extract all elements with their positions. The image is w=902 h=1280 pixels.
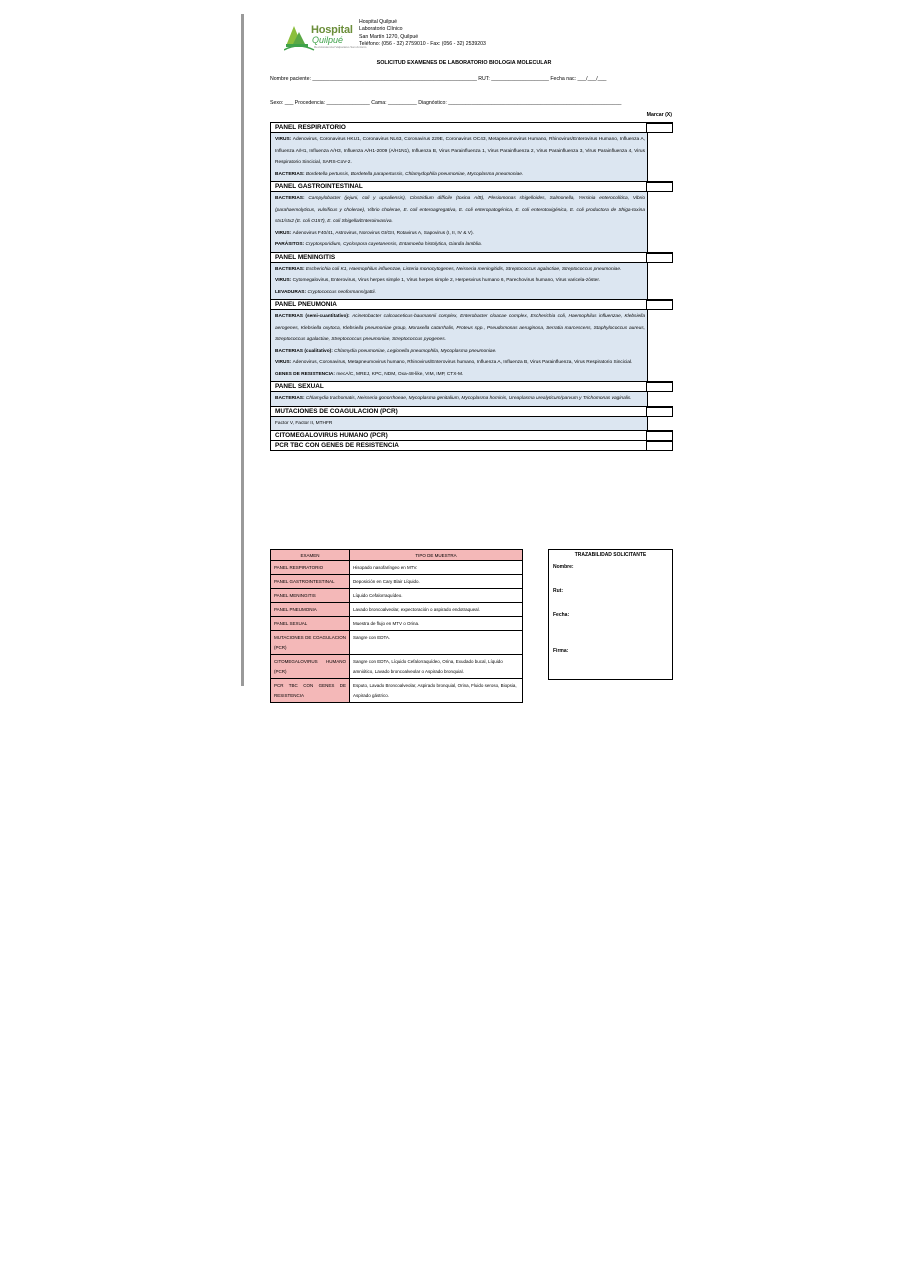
panel-title: MUTACIONES DE COAGULACION (PCR) <box>271 407 647 416</box>
panel-description <box>271 392 648 406</box>
panel-description <box>271 417 648 431</box>
document-page <box>244 14 684 698</box>
exam-name-cell: PCR TBC CON GENES DE RESISTENCIA <box>271 679 350 703</box>
address-line: Laboratorio Clínico <box>359 26 403 33</box>
panel-header-row <box>271 122 673 133</box>
detail-blank-cell <box>648 192 673 252</box>
table-row <box>271 679 523 703</box>
category-label: VIRUS: <box>275 360 293 365</box>
panel-header-row <box>271 300 673 310</box>
panel-detail-row <box>271 310 673 382</box>
organism-list: Cryptococcus neoformans/gattii. <box>307 289 376 295</box>
exam-name-cell: CITOMEGALOVIRUS HUMANO (PCR) <box>271 655 350 679</box>
detail-blank-cell <box>648 310 673 381</box>
panel-header-row <box>271 182 673 192</box>
detail-blank-cell <box>648 417 673 431</box>
panel-description-paragraph <box>275 311 645 346</box>
panel-title: PANEL PNEUMONIA <box>271 300 647 309</box>
panel-title: PCR TBC CON GENES DE RESISTENCIA <box>271 441 647 450</box>
panel-detail-row <box>271 263 673 301</box>
organism-list: Campylobacter (jejuni, coli y upsaliensis), Clostridium difficile (toxina A/B), Plesiomonas shigelloides, Salmonella, Yersinia enterocolítica, Vibrio (parahaemolyticus, vulnificus y cholerae), Vibrio cholerae, E. coli enteroagregativa, E. coli enteropatogénica, E. coli enterotoxigénica, E. coli productora de Shiga-toxina stx1/stx2 (E. coli O157), E. coli Shigella/Enteroinvasiva. <box>275 196 645 224</box>
panel-description-paragraph <box>275 193 645 228</box>
exam-name-cell: PANEL GASTROINTESTINAL <box>271 575 350 589</box>
panel-description-paragraph <box>275 228 645 240</box>
panel-description-paragraph <box>275 418 645 430</box>
sample-type-cell: Sangre con EDTA. <box>350 631 523 655</box>
category-label: VIRUS: <box>275 278 293 283</box>
panel-title: PANEL GASTROINTESTINAL <box>271 182 647 191</box>
panel-detail-row <box>271 392 673 407</box>
table-row <box>271 617 523 631</box>
organism-list: Adenovirus F40/41, Astrovirus, Norovirus GI/GII, Rotavirus A, Sapovirus (I, II, IV & V). <box>292 230 474 236</box>
panel-detail-row <box>271 192 673 253</box>
form-title: SOLICITUD EXAMENES DE LABORATORIO BIOLOGIA MOLECULAR <box>376 60 552 66</box>
address-line: San Martín 1270, Quilpué <box>359 33 419 40</box>
category-label: LEVADURAS: <box>275 289 308 295</box>
panel-title: PANEL SEXUAL <box>271 382 647 391</box>
exam-name-cell: MUTACIONES DE COAGULACION (PCR) <box>271 631 350 655</box>
panel-header-row <box>271 382 673 392</box>
requester-traceability-box <box>548 549 673 680</box>
exam-name-cell: PANEL RESPIRATORIO <box>271 561 350 575</box>
patient-fields-line-1[interactable]: Nombre paciente: _________________________________________________________ RUT: ____________________ Fecha nac: ___/___/___ <box>270 76 607 82</box>
table-row <box>271 575 523 589</box>
organism-list: Chlamydia pneumoniae, Legionella pneumophila, Mycoplasma pneumoniae. <box>334 348 497 354</box>
exam-name-cell: PANEL SEXUAL <box>271 617 350 631</box>
panel-header-row <box>271 407 673 417</box>
table-row <box>271 589 523 603</box>
sample-type-cell: Muestra de flujo en MTV o Orina. <box>350 617 523 631</box>
sample-type-cell: Sangre con EDTA, Líquido Cefalorraquídeo, Orina, Exudado bucal, Líquido amniótico, Lavado broncoalveolar o Aspirado bronquial. <box>350 655 523 679</box>
table-row <box>271 655 523 679</box>
panel-description <box>271 263 648 300</box>
address-line: Hospital Quilpué <box>359 19 398 25</box>
exam-name-cell: PANEL PNEUMONIA <box>271 603 350 617</box>
table-row <box>271 561 523 575</box>
patient-fields-line-2[interactable]: Sexo: ___ Procedencia: _______________ Cama: __________ Diagnóstico: ____________________________________________________________ <box>270 100 622 106</box>
mark-checkbox-cell[interactable] <box>647 253 673 262</box>
mark-checkbox-cell[interactable] <box>647 182 673 191</box>
sample-type-table <box>270 549 523 703</box>
sample-type-cell: Esputo, Lavado Broncoalveolar, Aspirado bronquial, Orina, Fluido seroso, Biopsia, Aspirado gástrico. <box>350 679 523 703</box>
panel-description-paragraph <box>275 287 645 299</box>
logo-tagline: Red Asistencial Valparaíso San Antonio <box>314 45 367 49</box>
organism-list: Chlamydia trachomatis, Neisseria gonorrhoeae, Mycoplasma genitalium, Mycoplasma hominis, Ureaplasma urealyticum/parvum y Trichomonas vaginalis. <box>305 396 632 401</box>
mark-checkbox-cell[interactable] <box>647 431 673 440</box>
organism-list: Factor V, Factor II, MTHFR <box>275 420 333 426</box>
mark-checkbox-cell[interactable] <box>647 407 673 416</box>
category-label: PARÁSITOS: <box>275 242 306 247</box>
detail-blank-cell <box>648 392 673 406</box>
panel-header-row <box>271 253 673 263</box>
sample-type-cell: Hisopado nasofaríngeo en MTV. <box>350 561 523 575</box>
category-label: GENES DE RESISTENCIA: <box>275 371 337 377</box>
sample-type-cell: Lavado broncoalveolar, expectoración o aspirado endotraqueal. <box>350 603 523 617</box>
panel-description-paragraph <box>275 264 645 276</box>
category-label: BACTERIAS: <box>275 171 306 177</box>
sample-type-cell: Deposición en Cary Blair Líquido. <box>350 575 523 589</box>
exam-name-cell: PANEL MENINGITIS <box>271 589 350 603</box>
detail-blank-cell <box>648 133 673 181</box>
traceability-field-date[interactable]: Fecha: <box>553 612 570 618</box>
organism-list: Escherichia coli K1, Haemophilus influenzae, Listeria monocytogenes, Neisseria meningitidis, Streptococcus agalactiae, Streptococcus pneumoniae. <box>305 266 622 272</box>
panels-table <box>270 122 673 451</box>
logo-word-quilpue: Quilpué <box>312 35 344 45</box>
organism-list: Adenovirus, Coronavirus HKU1, Coronavirus NL63, Coronavirus 229E, Coronavirus OC43, Metapneumovirus Humano, Rhinovirus/Enterovirus Humano, Influenza A, Influenza A/H1, Influenza A/H3, Influenza A/H1-2009 (A/H1N1), Influenza B, Virus Parainfluenza 1, Virus Parainfluenza 2, Virus Parainfluenza 3, Virus Parainfluenza 4, Virus Respiratorio Sincicial, SARS-CoV-2. <box>275 137 645 165</box>
panel-description-paragraph <box>275 275 645 287</box>
table-row <box>271 631 523 655</box>
detail-blank-cell <box>648 263 673 300</box>
organism-list: Adenovirus, Coronavirus, Metapneumovirus humano, Rhinovirus/Enterovirus humano, Influenza A, Influenza B, Virus Parainfluenza, Virus Respiratorio Sincicial. <box>292 360 633 365</box>
mark-checkbox-cell[interactable] <box>647 123 673 132</box>
panel-description <box>271 310 648 381</box>
panel-header-row <box>271 431 673 441</box>
mark-checkbox-cell[interactable] <box>647 441 673 450</box>
organism-list: Cytomegalovirus, Enterovirus, Virus herpes simple 1, Virus herpes simple 2, Herpesvirus humano 6, Parechovirus humano, Virus varicela-zóster. <box>292 278 600 283</box>
category-label: BACTERIAS: <box>275 266 306 272</box>
category-label: BACTERIAS: <box>275 196 309 201</box>
panel-description-paragraph <box>275 346 645 358</box>
traceability-field-rut[interactable]: Rut: <box>553 588 563 594</box>
traceability-field-signature[interactable]: Firma: <box>553 648 569 654</box>
category-label: BACTERIAS (semi-cuantitativo): <box>275 314 352 319</box>
column-header-exam: EXAMEN <box>271 550 350 561</box>
organism-list: Bordetella pertussis, Bordetella parapertussis, Chlamydophila pneumoniae, Mycoplasma pneumoniae. <box>305 171 524 177</box>
panel-description-paragraph <box>275 134 645 169</box>
panel-description-paragraph <box>275 239 645 251</box>
panel-description <box>271 192 648 252</box>
panel-header-row <box>271 441 673 451</box>
hospital-address-block <box>359 19 486 49</box>
traceability-title: TRAZABILIDAD SOLICITANTE <box>574 552 647 558</box>
category-label: BACTERIAS (cualitativo): <box>275 348 335 354</box>
table-row <box>271 603 523 617</box>
mark-checkbox-cell[interactable] <box>647 300 673 309</box>
panel-title: CITOMEGALOVIRUS HUMANO (PCR) <box>271 431 647 440</box>
organism-list: Acinetobacter calcoaceticus-baumannii complex, Enterobacter cloacae complex, Escherichia coli, Haemophilus influenzae, Klebsiella aerogenes, Klebsiella oxytoca, Klebsiella pneumoniae group, Moraxella catarrhalis, Proteus spp., Pseudomonas aeruginosa, Serratia marcescens, Staphylococcus aureus, Streptococcus agalactiae, Streptococcus pneumoniae, Streptococcus pyogenes. <box>275 314 645 342</box>
panel-title: PANEL RESPIRATORIO <box>271 123 647 132</box>
mark-column-header: Marcar (X) <box>646 112 672 118</box>
panel-detail-row <box>271 133 673 182</box>
mark-checkbox-cell[interactable] <box>647 382 673 391</box>
organism-list: mecA/C, MREJ, KPC, NDM, Oxa-48-like, VIM, IMP, CTX-M. <box>336 371 464 377</box>
organism-list: Cryptosporidium, Cyclospora cayetanensis, Entamoeba histolytica, Giardia lamblia. <box>305 242 482 247</box>
panel-description <box>271 133 648 181</box>
category-label: VIRUS: <box>275 230 293 236</box>
panel-detail-row <box>271 417 673 432</box>
category-label: VIRUS: <box>275 137 293 142</box>
panel-description-paragraph <box>275 169 645 181</box>
panel-title: PANEL MENINGITIS <box>271 253 647 262</box>
panel-description-paragraph <box>275 393 645 405</box>
panel-description-paragraph <box>275 357 645 369</box>
sample-type-cell: Líquido Cefalorraquídeo. <box>350 589 523 603</box>
traceability-field-name[interactable]: Nombre: <box>553 564 574 570</box>
column-header-sample-type: TIPO DE MUESTRA <box>350 550 523 561</box>
address-line: Teléfono: (056 - 32) 2759010 - Fax: (056 - 32) 2539203 <box>359 41 486 48</box>
logo-word-hospital: Hospital <box>311 24 353 36</box>
panel-description-paragraph <box>275 369 645 381</box>
category-label: BACTERIAS: <box>275 396 306 401</box>
